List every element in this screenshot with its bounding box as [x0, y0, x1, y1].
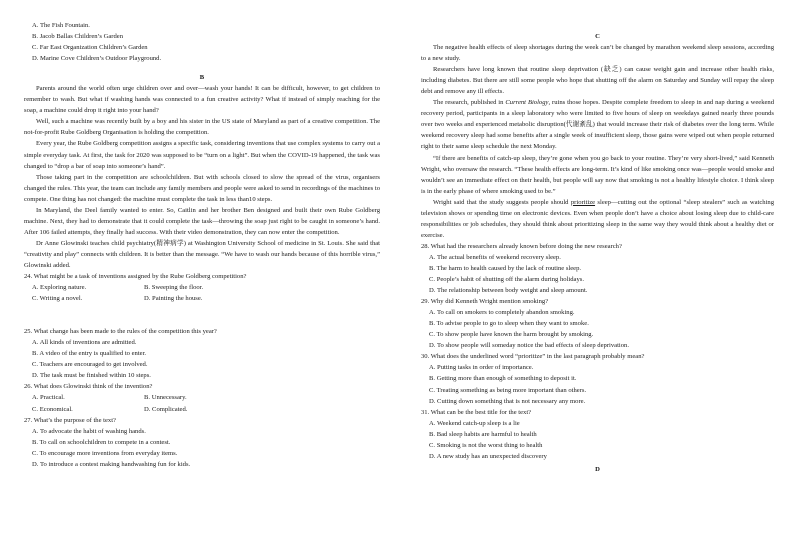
option-d: D. The task must be finished within 10 steps.	[32, 372, 151, 380]
option-row	[24, 282, 380, 293]
option-c: C. Writing a novel.	[32, 295, 83, 303]
passage-paragraph: Parents around the world often urge children over and over—wash your hands! It can be difficult, however, to get children to remember to wash. But what if washing hands was connected to a fun creative activity? What if instead of simply reaching for the soap, a machine could drop it right into your hand?	[24, 85, 380, 115]
question-stem: 28. What had the researchers already known before doing the new research?	[421, 242, 622, 250]
passage-paragraph: Researchers have long known that routine sleep deprivation (缺乏) can cause weight gain and increase other health risks, including diabetes. But there are still some people who hope that shutting off the alarm on Saturday and Sunday will repay the sleep debt and remove any ill effects.	[421, 66, 774, 96]
option-d: D. Complicated.	[144, 405, 188, 413]
passage-paragraph: In Maryland, the Deel family wanted to enter. So, Caitlin and her brother Ben designed and built their own Rube Goldberg machine. Next, they had to demonstrate that it could complete the task—throwing the soap just right to be caught in someone’s hand. After 106 failed attempts, they finally had success. With their video demonstration, they can now enter the competition.	[24, 206, 380, 236]
option-d: D. Painting the house.	[144, 295, 203, 303]
option-line: D. Marine Cove Children’s Outdoor Playground.	[32, 55, 162, 63]
option-row	[24, 293, 380, 304]
option-a: A. The actual benefits of weekend recovery sleep.	[429, 253, 561, 261]
text-run: Wright said that the study suggests people should	[433, 198, 571, 206]
option-b: B. Bad sleep habits are harmful to health	[429, 430, 537, 438]
option-b: B. Sweeping the floor.	[144, 284, 204, 292]
section-label-d: D	[595, 465, 600, 473]
option-c: C. To show people have known the harm brought by smoking.	[429, 331, 594, 339]
underlined-word: prioritize	[570, 198, 596, 206]
option-c: C. Treating something as being more important than others.	[429, 386, 587, 394]
question-stem: 27. What’s the purpose of the text?	[24, 416, 116, 424]
text-run: sleep—cutting out the optional “sleep stealers” such as watching television shows or spending time on electronic devices. Even when people don’t have a choice about losing sleep due to child-care responsibilities or job schedules, they should think about prioritizing sleep in the same way they would think about a healthy diet or exercise.	[421, 198, 774, 239]
left-column	[24, 20, 380, 470]
question-stem: 25. What change has been made to the rules of the competition this year?	[24, 328, 217, 336]
passage-paragraph: The negative health effects of sleep shortages during the week can’t be changed by marathon weekend sleep sessions, according to a new study.	[421, 44, 774, 63]
option-c: C. To encourage more inventions from everyday items.	[32, 449, 178, 457]
option-line: C. Far East Organization Children’s Garden	[32, 44, 148, 52]
journal-title: Current Biology	[505, 99, 549, 107]
option-b: B. To advise people to go to sleep when they want to smoke.	[429, 320, 589, 328]
spacer	[24, 304, 380, 326]
question-stem: 31. What can be the best title for the text?	[421, 408, 532, 416]
passage-paragraph: Those taking part in the competition are schoolchildren. But with schools closed to slow the spread of the virus, organisers changed the rules. This year, the team can include any family members and people were asked to send in recordings of the machines to compete. One thing has not changed: the machine must complete the task in less than10 steps.	[24, 173, 380, 203]
option-line: A. The Fish Fountain.	[32, 22, 90, 29]
option-b: B. To call on schoolchildren to compete in a contest.	[32, 438, 171, 446]
passage-paragraph	[421, 197, 774, 241]
question-stem: 29. Why did Kenneth Wright mention smoking?	[421, 298, 549, 306]
text-run: , ruins those hopes. Despite complete freedom to sleep in and nap during a weekend recovery period, participants in a sleep laboratory who were limited to five hours of sleep on weekdays gained nearly three pounds over two weeks and experienced metabolic disruption(代谢紊乱) that would increase their risk of diabetes over the long term. While weekend recovery sleep had some benefits after a single week of insufficient sleep, those gains were wiped out when people returned right to their same sleep schedule the next Monday.	[421, 99, 775, 151]
section-label-b: B	[199, 74, 205, 82]
option-line: B. Jacob Ballas Children’s Garden	[32, 33, 124, 41]
question-stem: 26. What does Glowinski think of the invention?	[24, 383, 153, 391]
option-b: B. Getting more than enough of something to deposit it.	[429, 375, 577, 383]
option-c: C. People’s habit of shutting off the alarm during holidays.	[429, 276, 584, 284]
passage-paragraph: Dr Anne Glowinski teaches child psychiatry(精神病学) at Washington University School of medicine in St. Louis. She said that “creativity and play” connects with children. It is better than the message. “We have to wash our hands because of this horrible virus,” Glowinski added.	[24, 239, 380, 269]
right-column	[421, 20, 774, 475]
question-stem: 30. What does the underlined word “prioritize” in the last paragraph probably mean?	[421, 353, 645, 361]
passage-paragraph	[421, 97, 774, 152]
option-d: D. A new study has an unexpected discovery	[429, 452, 547, 460]
question-stem: 24. What might be a task of inventions assigned by the Rube Goldberg competition?	[24, 273, 247, 281]
text-run: The research, published in	[433, 99, 506, 107]
option-row	[24, 404, 380, 415]
option-b: B. A video of the entry is qualified to enter.	[32, 350, 147, 358]
option-b: B. Unnecessary.	[144, 394, 187, 402]
passage-paragraph: Well, such a machine was recently built by a boy and his sister in the US state of Maryland as part of a creative competition. The not-for-profit Rube Goldberg Organisation is holding the competition.	[24, 118, 380, 137]
option-row	[24, 392, 380, 403]
option-a: A. To call on smokers to completely abandon smoking.	[429, 309, 575, 317]
option-c: C. Teachers are encouraged to get involved.	[32, 361, 148, 369]
passage-paragraph: Every year, the Rube Goldberg competition assigns a specific task, considering inventions that use complex systems to carry out a simple everyday task. At first, the task for 2020 was supposed to be “turn on a light”. But when the COVID-19 happened, the task was changed to “drop a bar of soap into someone’s hand”.	[24, 140, 380, 170]
option-d: D. Cutting down something that is not necessary any more.	[429, 397, 586, 405]
option-a: A. Weekend catch-up sleep is a lie	[429, 419, 520, 427]
passage-paragraph: “If there are benefits of catch-up sleep, they’re gone when you go back to your routine. They’re very short-lived,” said Kenneth Wright, who oversaw the research. “These health effects are long-term. It’s kind of like smoking once was—people would smoke and wouldn’t see an immediate effect on their health, but people will say now that smoking is not a healthy lifestyle choice. I think sleep is in the early phase of where smoking used to be.”	[421, 154, 774, 195]
option-d: D. To show people will someday notice the bad effects of sleep deprivation.	[429, 342, 629, 350]
option-d: D. The relationship between body weight and sleep amount.	[429, 287, 588, 295]
option-a: A. Exploring nature.	[32, 284, 87, 292]
option-a: A. Putting tasks in order of importance.	[429, 364, 534, 372]
option-a: A. All kinds of inventions are admitted.	[32, 339, 137, 347]
option-a: A. To advocate the habit of washing hands.	[32, 427, 146, 435]
option-b: B. The harm to health caused by the lack of routine sleep.	[429, 264, 582, 272]
section-label-c: C	[595, 33, 600, 40]
option-c: C. Economical.	[32, 405, 73, 413]
option-c: C. Smoking is not the worst thing to health	[429, 441, 543, 449]
option-a: A. Practical.	[32, 394, 65, 402]
option-d: D. To introduce a contest making handwashing fun for kids.	[32, 460, 191, 468]
